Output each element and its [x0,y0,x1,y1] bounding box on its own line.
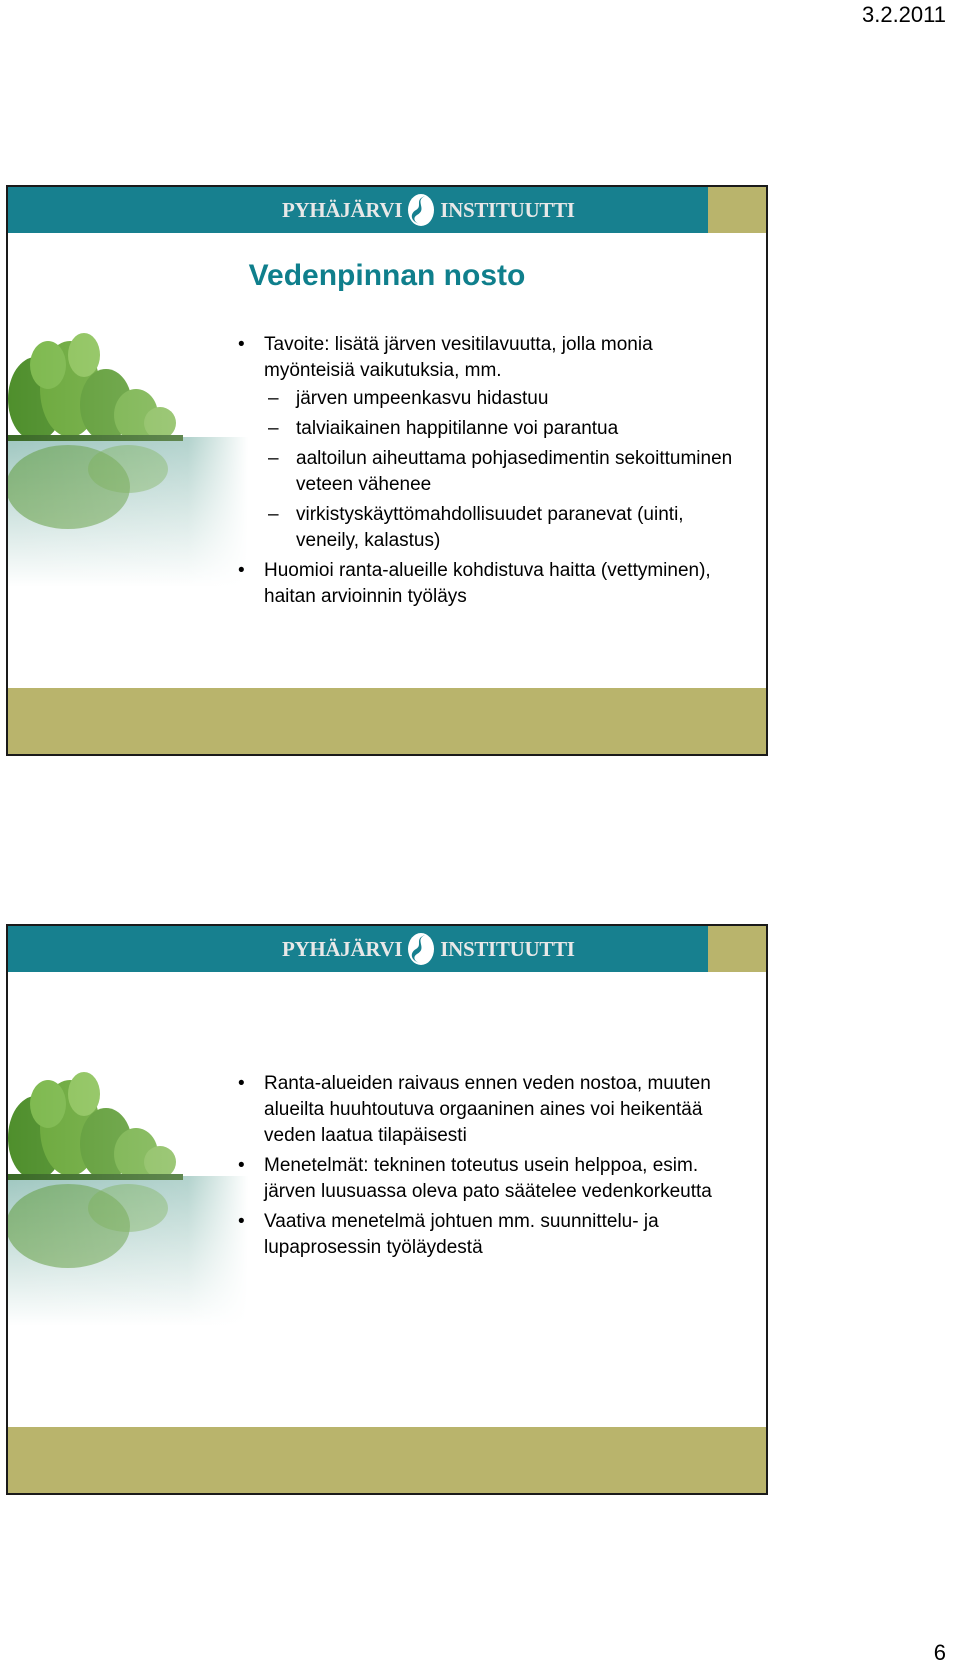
slide-2 [6,924,768,1495]
institute-logo [282,193,575,227]
header-bar [8,187,708,233]
slide-header [8,187,766,233]
logo-left-word: PYHÄJÄRVI [282,936,403,961]
slide-footer [8,688,766,754]
header-accent [708,187,766,233]
lake-trees-image [8,1066,248,1326]
slide-footer [8,1427,766,1493]
sub-bullet-item: – talviaikainen happitilanne voi parantua [264,416,736,442]
lake-trees-image [8,327,248,587]
logo-right-word: INSTITUUTTI [440,936,575,961]
sub-bullet-item: – virkistyskäyttömahdollisuudet paranevat (uinti, veneily, kalastus) [264,502,736,554]
bullet-item: • Menetelmät: tekninen toteutus usein helppoa, esim. järven luusuassa oleva pato säätelee vedenkorkeutta [236,1153,736,1205]
bullet-item: • Vaativa menetelmä johtuen mm. suunnittelu- ja lupaprosessin työläydestä [236,1209,736,1261]
page-number: 6 [933,1640,946,1665]
slide-content [236,332,736,614]
slide-content [236,1071,736,1265]
logo-swirl-icon [406,193,436,227]
bullet-item [236,332,736,554]
header-bar [8,926,708,972]
logo-left-word: PYHÄJÄRVI [282,197,403,222]
institute-logo [282,932,575,966]
header-accent [708,926,766,972]
sub-bullet-item: – aaltoilun aiheuttama pohjasedimentin sekoittuminen veteen vähenee [264,446,736,498]
bullet-item: • Ranta-alueiden raivaus ennen veden nostoa, muuten alueilta huuhtoutuva orgaaninen aines voi heikentää veden laatua tilapäisesti [236,1071,736,1149]
logo-right-word: INSTITUUTTI [440,197,575,222]
bullet-text: Tavoite: lisätä järven vesitilavuutta, jolla monia myönteisiä vaikutuksia, mm. [264,334,653,381]
slide-1 [6,185,768,756]
sub-bullet-item: – järven umpeenkasvu hidastuu [264,386,736,412]
page-date: 3.2.2011 [861,2,946,27]
bullet-item: • Huomioi ranta-alueille kohdistuva haitta (vettyminen), haitan arvioinnin työläys [236,558,736,610]
logo-swirl-icon [406,932,436,966]
slide-header [8,926,766,972]
slide-title: Vedenpinnan nosto [248,259,526,292]
